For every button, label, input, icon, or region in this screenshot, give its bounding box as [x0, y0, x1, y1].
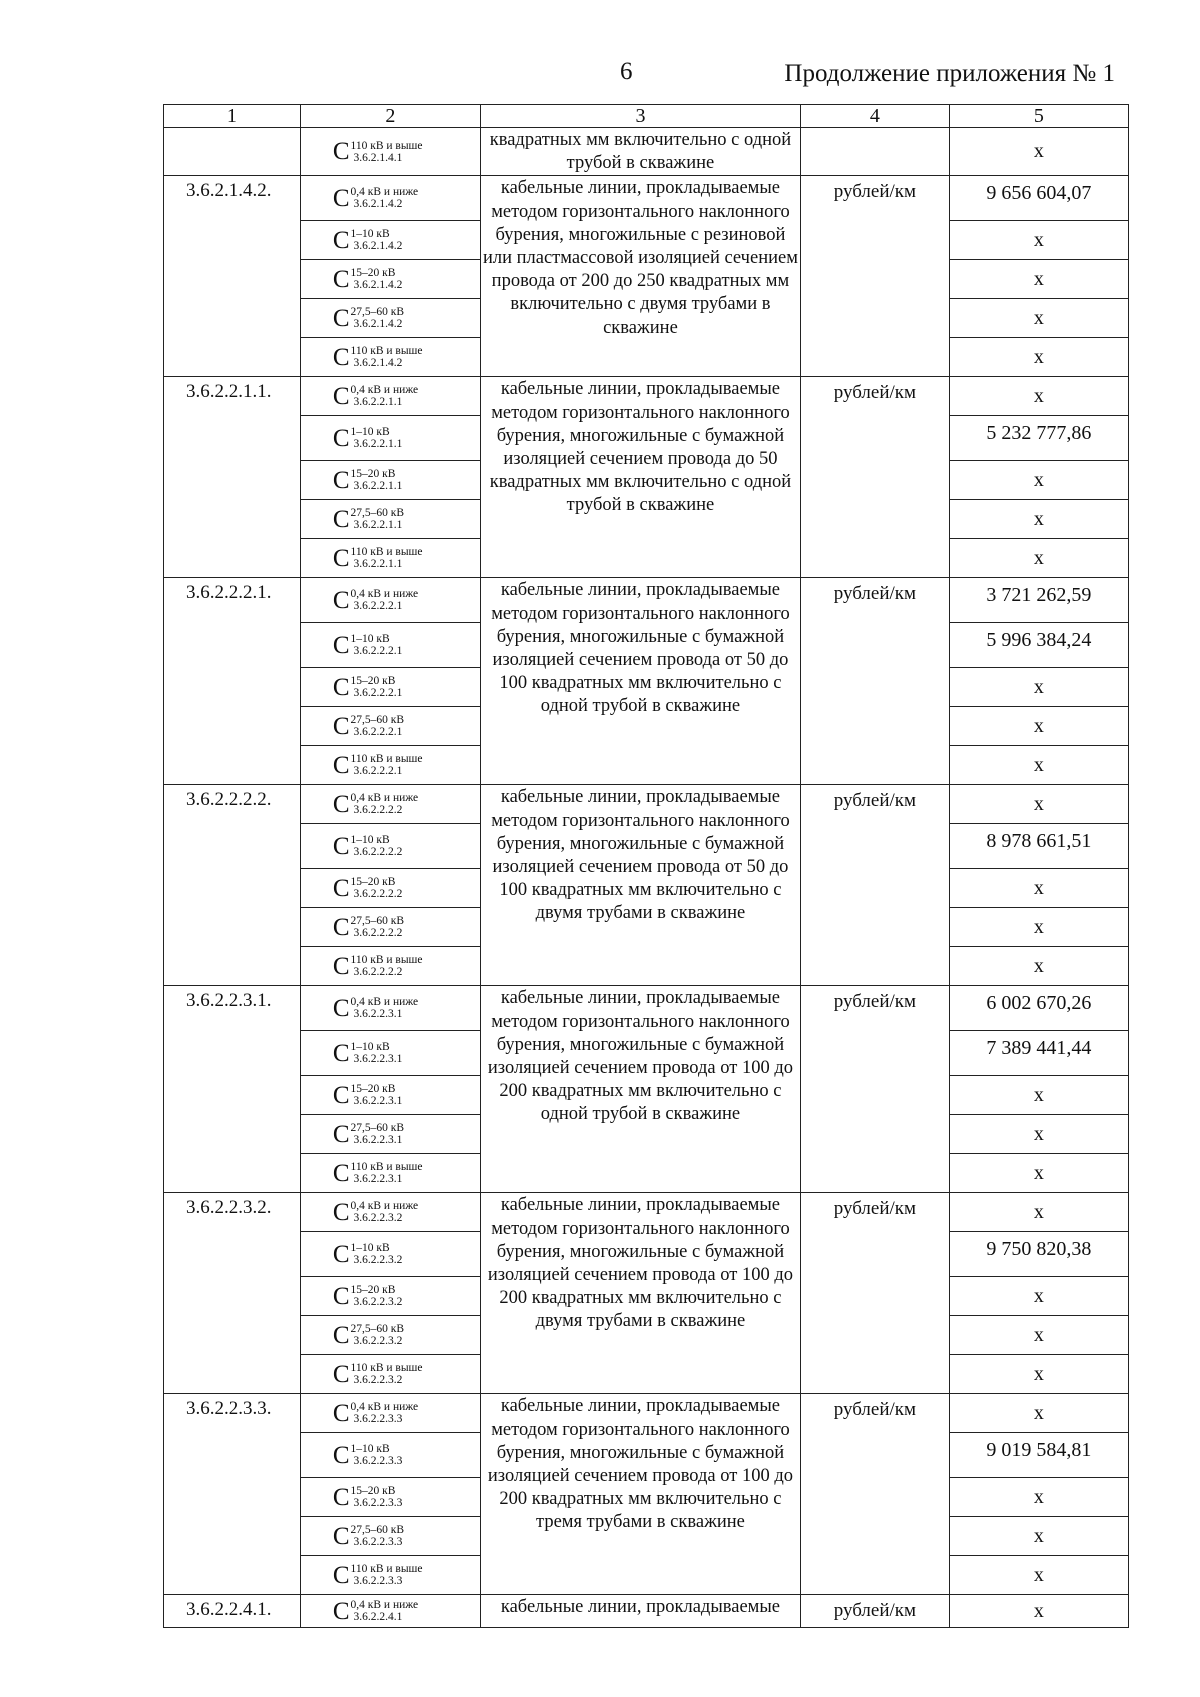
rate-symbol-letter: C [332, 1483, 350, 1511]
voltage-superscript: 0,4 кВ и ниже [350, 792, 419, 805]
rate-value: x [949, 1154, 1128, 1193]
rate-symbol-letter: C [332, 424, 350, 452]
rate-symbol-scripts [351, 633, 403, 657]
rate-value: x [949, 128, 1128, 176]
rate-value: x [949, 299, 1128, 338]
cable-description: квадратных мм включительно с одной трубой в скважине [480, 128, 800, 176]
rate-symbol-letter: C [332, 673, 350, 701]
rate-code: 3.6.2.1.4.2. [164, 176, 301, 377]
rate-symbol [300, 1478, 480, 1517]
voltage-superscript: 0,4 кВ и ниже [350, 186, 419, 199]
rate-value: x [949, 500, 1128, 539]
column-header: 4 [800, 105, 949, 128]
rate-value: x [949, 869, 1128, 908]
rate-symbol-letter: C [332, 586, 350, 614]
index-subscript: 3.6.2.2.3.2 [353, 1296, 403, 1309]
rate-symbol-letter: C [332, 631, 350, 659]
rate-symbol [300, 869, 480, 908]
rate-symbol [300, 221, 480, 260]
index-subscript: 3.6.2.2.2.2 [353, 804, 403, 817]
rate-value: x [949, 785, 1128, 824]
rate-symbol-letter: C [332, 1081, 350, 1109]
rate-symbol-scripts [351, 1242, 403, 1266]
index-subscript: 3.6.2.2.2.2 [353, 846, 403, 859]
unit-of-measure: рублей/км [800, 1595, 949, 1628]
index-subscript: 3.6.2.2.2.2 [353, 888, 403, 901]
unit-of-measure: рублей/км [800, 986, 949, 1193]
index-subscript: 3.6.2.2.3.3 [353, 1455, 403, 1468]
rate-value: x [949, 1355, 1128, 1394]
rate-value: x [949, 1076, 1128, 1115]
voltage-superscript: 1–10 кВ [350, 1443, 390, 1456]
rate-symbol [300, 416, 480, 461]
rate-symbol-scripts [351, 1563, 423, 1587]
voltage-superscript: 110 кВ и выше [350, 954, 423, 967]
rate-symbol-letter: C [332, 505, 350, 533]
rate-symbol-scripts [351, 507, 405, 531]
voltage-superscript: 27,5–60 кВ [350, 1122, 405, 1135]
index-subscript: 3.6.2.2.1.1 [353, 396, 403, 409]
rate-symbol-letter: C [332, 544, 350, 572]
index-subscript: 3.6.2.2.3.1 [353, 1173, 403, 1186]
index-subscript: 3.6.2.2.3.2 [353, 1254, 403, 1267]
voltage-superscript: 27,5–60 кВ [350, 915, 405, 928]
voltage-superscript: 0,4 кВ и ниже [350, 1200, 419, 1213]
index-subscript: 3.6.2.2.1.1 [353, 438, 403, 451]
rate-symbol-scripts [351, 140, 423, 164]
rate-symbol [300, 1355, 480, 1394]
voltage-superscript: 110 кВ и выше [350, 1362, 423, 1375]
index-subscript: 3.6.2.1.4.2 [353, 318, 403, 331]
cable-description: кабельные линии, прокладываемые методом горизонтального наклонного бурения, многожильные с резиновой или пластмассовой изоляцией сечением провода от 200 до 250 квадратных мм включительно с двумя трубами в скважине [480, 176, 800, 377]
voltage-superscript: 0,4 кВ и ниже [350, 1401, 419, 1414]
index-subscript: 3.6.2.2.1.1 [353, 480, 403, 493]
cable-description: кабельные линии, прокладываемые методом горизонтального наклонного бурения, многожильные с бумажной изоляцией сечением провода до 50 квадратных мм включительно с одной трубой в скважине [480, 377, 800, 578]
cable-description: кабельные линии, прокладываемые методом горизонтального наклонного бурения, многожильные с бумажной изоляцией сечением провода от 100 до 200 квадратных мм включительно с двумя трубами в скважине [480, 1193, 800, 1394]
index-subscript: 3.6.2.2.3.2 [353, 1335, 403, 1348]
index-subscript: 3.6.2.2.3.1 [353, 1053, 403, 1066]
rate-symbol [300, 176, 480, 221]
table-row [164, 377, 1129, 416]
rate-symbol-letter: C [332, 832, 350, 860]
rate-symbol-scripts [351, 1485, 403, 1509]
column-header: 2 [300, 105, 480, 128]
rate-code: 3.6.2.2.4.1. [164, 1595, 301, 1628]
rate-symbol-letter: C [332, 343, 350, 371]
column-header: 5 [949, 105, 1128, 128]
rate-symbol [300, 947, 480, 986]
rate-value: x [949, 908, 1128, 947]
rate-symbol-scripts [351, 306, 405, 330]
rate-symbol-letter: C [332, 226, 350, 254]
rate-value: 5 232 777,86 [949, 416, 1128, 461]
rate-symbol-scripts [351, 186, 419, 210]
rate-symbol-letter: C [332, 382, 350, 410]
voltage-superscript: 0,4 кВ и ниже [350, 588, 419, 601]
rate-symbol [300, 338, 480, 377]
rate-symbol-scripts [351, 792, 419, 816]
table-row [164, 578, 1129, 623]
rate-symbol-scripts [351, 996, 419, 1020]
rate-symbol [300, 500, 480, 539]
voltage-superscript: 15–20 кВ [350, 876, 396, 889]
rate-symbol [300, 1154, 480, 1193]
rate-symbol-letter: C [332, 1240, 350, 1268]
rate-symbol [300, 1115, 480, 1154]
voltage-superscript: 110 кВ и выше [350, 1563, 423, 1576]
unit-of-measure: рублей/км [800, 1394, 949, 1595]
tariff-table [163, 104, 1129, 1628]
rate-value: x [949, 1316, 1128, 1355]
rate-symbol [300, 578, 480, 623]
rate-symbol-letter: C [332, 1159, 350, 1187]
rate-symbol-scripts [351, 468, 403, 492]
voltage-superscript: 1–10 кВ [350, 633, 390, 646]
cable-description: кабельные линии, прокладываемые методом горизонтального наклонного бурения, многожильные с бумажной изоляцией сечением провода от 50 до 100 квадратных мм включительно с одной трубой в скважине [480, 578, 800, 785]
rate-value: x [949, 221, 1128, 260]
rate-symbol [300, 461, 480, 500]
voltage-superscript: 27,5–60 кВ [350, 1323, 405, 1336]
rate-symbol-letter: C [332, 304, 350, 332]
rate-symbol [300, 128, 480, 176]
rate-value: 8 978 661,51 [949, 824, 1128, 869]
unit-of-measure: рублей/км [800, 578, 949, 785]
rate-symbol-scripts [351, 915, 405, 939]
voltage-superscript: 110 кВ и выше [350, 345, 423, 358]
rate-symbol-letter: C [332, 790, 350, 818]
rate-value: x [949, 461, 1128, 500]
rate-code: 3.6.2.2.3.3. [164, 1394, 301, 1595]
column-header: 3 [480, 105, 800, 128]
rate-code: 3.6.2.2.1.1. [164, 377, 301, 578]
unit-of-measure: рублей/км [800, 176, 949, 377]
rate-value: x [949, 539, 1128, 578]
rate-code: 3.6.2.2.2.1. [164, 578, 301, 785]
index-subscript: 3.6.2.2.3.2 [353, 1212, 403, 1225]
rate-value: 9 019 584,81 [949, 1433, 1128, 1478]
index-subscript: 3.6.2.2.3.3 [353, 1575, 403, 1588]
rate-symbol-letter: C [332, 1198, 350, 1226]
unit-of-measure: рублей/км [800, 785, 949, 986]
index-subscript: 3.6.2.2.1.1 [353, 558, 403, 571]
rate-symbol-letter: C [332, 751, 350, 779]
voltage-superscript: 27,5–60 кВ [350, 714, 405, 727]
rate-symbol-letter: C [332, 1321, 350, 1349]
table-row [164, 176, 1129, 221]
rate-symbol-scripts [351, 834, 403, 858]
index-subscript: 3.6.2.1.4.2 [353, 240, 403, 253]
rate-symbol-letter: C [332, 1399, 350, 1427]
rate-symbol-scripts [351, 345, 423, 369]
rate-symbol [300, 1394, 480, 1433]
rate-value: 3 721 262,59 [949, 578, 1128, 623]
unit-of-measure: рублей/км [800, 1193, 949, 1394]
page-caption: Продолжение приложения № 1 [784, 60, 1115, 87]
rate-symbol [300, 986, 480, 1031]
cable-description: кабельные линии, прокладываемые методом горизонтального наклонного бурения, многожильные с бумажной изоляцией сечением провода от 100 до 200 квадратных мм включительно с одной трубой в скважине [480, 986, 800, 1193]
rate-symbol [300, 908, 480, 947]
rate-symbol-letter: C [332, 952, 350, 980]
voltage-superscript: 0,4 кВ и ниже [350, 384, 419, 397]
voltage-superscript: 0,4 кВ и ниже [350, 1599, 419, 1612]
rate-symbol-letter: C [332, 994, 350, 1022]
rate-symbol [300, 1556, 480, 1595]
rate-code: 3.6.2.2.3.1. [164, 986, 301, 1193]
index-subscript: 3.6.2.1.4.2 [353, 198, 403, 211]
index-subscript: 3.6.2.2.2.1 [353, 765, 403, 778]
unit-of-measure: рублей/км [800, 377, 949, 578]
rate-symbol-scripts [351, 876, 403, 900]
rate-symbol-scripts [351, 1200, 419, 1224]
rate-symbol-letter: C [332, 1282, 350, 1310]
rate-value: 9 750 820,38 [949, 1232, 1128, 1277]
rate-symbol-letter: C [332, 1522, 350, 1550]
cable-description: кабельные линии, прокладываемые [480, 1595, 800, 1628]
index-subscript: 3.6.2.2.2.1 [353, 600, 403, 613]
index-subscript: 3.6.2.2.3.3 [353, 1497, 403, 1510]
rate-symbol-scripts [351, 384, 419, 408]
rate-symbol [300, 746, 480, 785]
rate-symbol-scripts [351, 1122, 405, 1146]
voltage-superscript: 27,5–60 кВ [350, 1524, 405, 1537]
rate-symbol-scripts [351, 1362, 423, 1386]
rate-symbol-scripts [351, 1401, 419, 1425]
rate-value: x [949, 947, 1128, 986]
rate-symbol [300, 1316, 480, 1355]
rate-symbol-scripts [351, 426, 403, 450]
index-subscript: 3.6.2.1.4.2 [353, 357, 403, 370]
rate-symbol [300, 1076, 480, 1115]
cable-description: кабельные линии, прокладываемые методом горизонтального наклонного бурения, многожильные с бумажной изоляцией сечением провода от 100 до 200 квадратных мм включительно с тремя трубами в скважине [480, 1394, 800, 1595]
rate-code [164, 128, 301, 176]
rate-symbol-letter: C [332, 1360, 350, 1388]
rate-symbol [300, 1031, 480, 1076]
rate-value: 6 002 670,26 [949, 986, 1128, 1031]
table-row [164, 1193, 1129, 1232]
voltage-superscript: 15–20 кВ [350, 1083, 396, 1096]
voltage-superscript: 1–10 кВ [350, 228, 390, 241]
voltage-superscript: 1–10 кВ [350, 1242, 390, 1255]
rate-symbol-scripts [351, 753, 423, 777]
index-subscript: 3.6.2.2.1.1 [353, 519, 403, 532]
voltage-superscript: 15–20 кВ [350, 1284, 396, 1297]
voltage-superscript: 15–20 кВ [350, 1485, 396, 1498]
rate-value: 9 656 604,07 [949, 176, 1128, 221]
rate-symbol-scripts [351, 1524, 405, 1548]
rate-symbol-scripts [351, 1161, 423, 1185]
voltage-superscript: 1–10 кВ [350, 834, 390, 847]
rate-value: x [949, 707, 1128, 746]
page-number: 6 [620, 58, 633, 85]
rate-symbol-letter: C [332, 874, 350, 902]
rate-symbol [300, 785, 480, 824]
index-subscript: 3.6.2.2.2.1 [353, 645, 403, 658]
voltage-superscript: 15–20 кВ [350, 675, 396, 688]
index-subscript: 3.6.2.2.2.2 [353, 966, 403, 979]
rate-symbol-letter: C [332, 138, 350, 166]
rate-symbol-scripts [351, 1041, 403, 1065]
index-subscript: 3.6.2.2.3.2 [353, 1374, 403, 1387]
rate-symbol-letter: C [332, 712, 350, 740]
rate-value: x [949, 1115, 1128, 1154]
table-header-row [164, 105, 1129, 128]
rate-symbol-scripts [351, 1323, 405, 1347]
voltage-superscript: 27,5–60 кВ [350, 507, 405, 520]
index-subscript: 3.6.2.1.4.1 [353, 151, 403, 164]
rate-code: 3.6.2.2.3.2. [164, 1193, 301, 1394]
rate-symbol-letter: C [332, 184, 350, 212]
rate-symbol-letter: C [332, 1039, 350, 1067]
index-subscript: 3.6.2.2.3.3 [353, 1413, 403, 1426]
rate-symbol-scripts [351, 1083, 403, 1107]
rate-value: x [949, 377, 1128, 416]
rate-value: x [949, 1517, 1128, 1556]
table-row [164, 1394, 1129, 1433]
rate-symbol [300, 1193, 480, 1232]
voltage-superscript: 110 кВ и выше [350, 139, 423, 152]
rate-symbol [300, 707, 480, 746]
rate-symbol-letter: C [332, 466, 350, 494]
index-subscript: 3.6.2.2.2.2 [353, 927, 403, 940]
index-subscript: 3.6.2.2.3.1 [353, 1134, 403, 1147]
rate-value: x [949, 1478, 1128, 1517]
table-row [164, 785, 1129, 824]
rate-value: x [949, 668, 1128, 707]
rate-symbol [300, 1277, 480, 1316]
rate-symbol-letter: C [332, 913, 350, 941]
rate-symbol [300, 1433, 480, 1478]
rate-value: x [949, 1394, 1128, 1433]
rate-symbol-scripts [351, 1443, 403, 1467]
rate-symbol [300, 1517, 480, 1556]
rate-symbol-scripts [351, 228, 403, 252]
tariff-table-body [164, 105, 1129, 1628]
rate-symbol-scripts [351, 588, 419, 612]
rate-value: x [949, 260, 1128, 299]
index-subscript: 3.6.2.2.2.1 [353, 687, 403, 700]
voltage-superscript: 27,5–60 кВ [350, 306, 405, 319]
rate-symbol [300, 539, 480, 578]
rate-value: x [949, 746, 1128, 785]
index-subscript: 3.6.2.2.3.3 [353, 1536, 403, 1549]
rate-value: x [949, 1595, 1128, 1628]
rate-symbol [300, 668, 480, 707]
table-row [164, 986, 1129, 1031]
rate-symbol-letter: C [332, 265, 350, 293]
voltage-superscript: 110 кВ и выше [350, 546, 423, 559]
index-subscript: 3.6.2.2.4.1 [353, 1611, 403, 1624]
rate-value: 7 389 441,44 [949, 1031, 1128, 1076]
rate-value: x [949, 1556, 1128, 1595]
voltage-superscript: 15–20 кВ [350, 267, 396, 280]
rate-value: x [949, 1277, 1128, 1316]
rate-symbol-letter: C [332, 1561, 350, 1589]
voltage-superscript: 15–20 кВ [350, 468, 396, 481]
rate-symbol-scripts [351, 546, 423, 570]
rate-symbol-scripts [351, 954, 423, 978]
index-subscript: 3.6.2.1.4.2 [353, 279, 403, 292]
voltage-superscript: 1–10 кВ [350, 1041, 390, 1054]
index-subscript: 3.6.2.2.3.1 [353, 1008, 403, 1021]
voltage-superscript: 0,4 кВ и ниже [350, 996, 419, 1009]
cable-description: кабельные линии, прокладываемые методом горизонтального наклонного бурения, многожильные с бумажной изоляцией сечением провода от 50 до 100 квадратных мм включительно с двумя трубами в скважине [480, 785, 800, 986]
rate-value: 5 996 384,24 [949, 623, 1128, 668]
rate-symbol [300, 299, 480, 338]
rate-value: x [949, 338, 1128, 377]
voltage-superscript: 110 кВ и выше [350, 1161, 423, 1174]
rate-symbol-scripts [351, 1599, 419, 1623]
rate-symbol-scripts [351, 267, 403, 291]
rate-symbol-letter: C [332, 1120, 350, 1148]
voltage-superscript: 110 кВ и выше [350, 753, 423, 766]
column-header: 1 [164, 105, 301, 128]
index-subscript: 3.6.2.2.3.1 [353, 1095, 403, 1108]
rate-symbol [300, 623, 480, 668]
rate-symbol [300, 824, 480, 869]
rate-symbol-letter: C [332, 1441, 350, 1469]
rate-symbol [300, 377, 480, 416]
rate-symbol-letter: C [332, 1597, 350, 1625]
rate-symbol [300, 1232, 480, 1277]
rate-symbol-scripts [351, 1284, 403, 1308]
rate-code: 3.6.2.2.2.2. [164, 785, 301, 986]
unit-of-measure [800, 128, 949, 176]
index-subscript: 3.6.2.2.2.1 [353, 726, 403, 739]
rate-value: x [949, 1193, 1128, 1232]
rate-symbol [300, 260, 480, 299]
table-row [164, 1595, 1129, 1628]
voltage-superscript: 1–10 кВ [350, 426, 390, 439]
table-row [164, 128, 1129, 176]
rate-symbol-scripts [351, 675, 403, 699]
rate-symbol [300, 1595, 480, 1628]
rate-symbol-scripts [351, 714, 405, 738]
